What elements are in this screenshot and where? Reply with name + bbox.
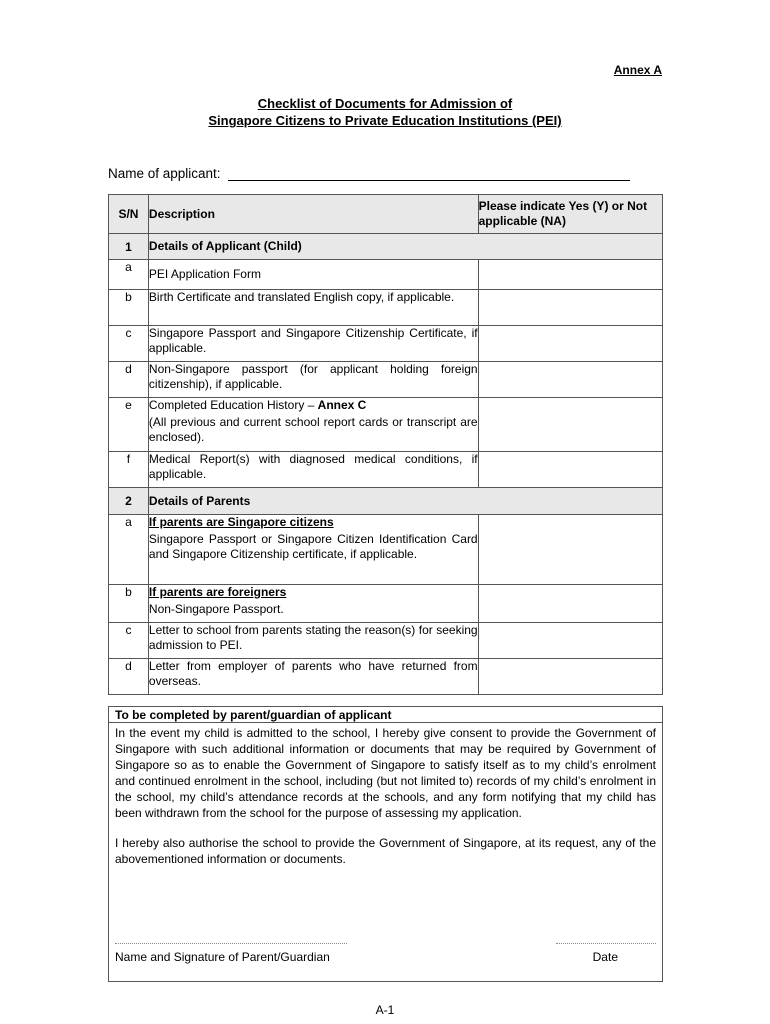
row-description: Singapore Passport and Singapore Citizenship Certificate, if applicable.: [148, 326, 478, 362]
table-row: [109, 326, 663, 362]
date-line[interactable]: [556, 943, 656, 944]
row-sn: a: [109, 515, 149, 585]
row-description: Birth Certificate and translated English copy, if applicable.: [148, 290, 478, 326]
consent-box: [108, 706, 663, 982]
row-text: Non-Singapore Passport.: [148, 602, 284, 616]
table-row: [109, 623, 663, 659]
row-description: PEI Application Form: [148, 260, 478, 290]
row-sn: b: [109, 290, 149, 326]
consent-paragraph-2: I hereby also authorise the school to provide the Government of Singapore, at its request, any of the abovementioned information or documents.: [115, 836, 656, 866]
row-description: Medical Report(s) with diagnosed medical conditions, if applicable.: [148, 452, 478, 488]
answer-cell[interactable]: [478, 452, 662, 488]
row-sn: b: [109, 585, 149, 623]
row-description: Letter from employer of parents who have returned from overseas.: [148, 659, 478, 695]
title-line-1: Checklist of Documents for Admission of: [257, 96, 513, 111]
row-description: [148, 398, 478, 452]
row-sn: e: [109, 398, 149, 452]
row-description-extra: (All previous and current school report cards or transcript are enclosed).: [148, 415, 478, 444]
row-heading: If parents are Singapore citizens: [148, 515, 334, 529]
header-description: Description: [148, 195, 478, 234]
header-answer: Please indicate Yes (Y) or Not applicable (NA): [478, 195, 662, 234]
consent-paragraph-1: In the event my child is admitted to the school, I hereby give consent to provide the Government of Singapore with such additional information or documents that may be required by Government of Singapore so as to enable the Government of Singapore to satisfy itself as to my child’s enrolment and continued enrolment in the school, including (but not limited to) records of my child’s enrolment in the school, my child’s attendance records at the schools, and any form notifying that my child has been withdrawn from the school for the purpose of assessing my application.: [115, 726, 656, 820]
section-title: Details of Parents: [148, 488, 662, 515]
answer-cell[interactable]: [478, 398, 662, 452]
applicant-name-row: [108, 166, 630, 181]
checklist-table: [108, 194, 663, 695]
section-row-2: [109, 488, 663, 515]
row-description-prefix: Completed Education History –: [148, 398, 318, 412]
row-sn: d: [109, 362, 149, 398]
signature-line[interactable]: [115, 943, 347, 944]
table-row: [109, 362, 663, 398]
section-row-1: [109, 234, 663, 260]
row-sn: c: [109, 623, 149, 659]
consent-heading: To be completed by parent/guardian of applicant: [109, 707, 662, 723]
applicant-name-field[interactable]: [228, 166, 630, 181]
row-description: Letter to school from parents stating the reason(s) for seeking admission to PEI.: [148, 623, 478, 659]
answer-cell[interactable]: [478, 326, 662, 362]
table-row: [109, 260, 663, 290]
section-sn: 2: [109, 488, 149, 515]
row-sn: a: [109, 260, 149, 290]
annex-label: Annex A: [613, 63, 662, 77]
row-description: [148, 585, 478, 623]
section-title: Details of Applicant (Child): [148, 234, 662, 260]
table-row: [109, 452, 663, 488]
header-sn: S/N: [109, 195, 149, 234]
row-heading: If parents are foreigners: [148, 585, 287, 599]
answer-cell[interactable]: [478, 290, 662, 326]
row-description: [148, 515, 478, 585]
row-sn: c: [109, 326, 149, 362]
date-label: Date: [592, 950, 618, 964]
section-sn: 1: [109, 234, 149, 260]
title-line-2: Singapore Citizens to Private Education Institutions (PEI): [208, 113, 562, 128]
signature-label: Name and Signature of Parent/Guardian: [115, 950, 330, 964]
row-text: Singapore Passport or Singapore Citizen Identification Card and Singapore Citizenship certificate, if applicable.: [148, 532, 478, 561]
annex-c-reference: Annex C: [317, 398, 367, 412]
table-row: [109, 515, 663, 585]
page-number: A-1: [375, 1003, 395, 1017]
row-description: Non-Singapore passport (for applicant holding foreign citizenship), if applicable.: [148, 362, 478, 398]
table-row: [109, 659, 663, 695]
row-sn: f: [109, 452, 149, 488]
answer-cell[interactable]: [478, 515, 662, 585]
answer-cell[interactable]: [478, 585, 662, 623]
answer-cell[interactable]: [478, 362, 662, 398]
answer-cell[interactable]: [478, 659, 662, 695]
answer-cell[interactable]: [478, 623, 662, 659]
row-sn: d: [109, 659, 149, 695]
table-header-row: [109, 195, 663, 234]
document-title: [0, 95, 770, 129]
table-row: [109, 398, 663, 452]
table-row: [109, 585, 663, 623]
applicant-name-label: Name of applicant:: [108, 166, 221, 181]
table-row: [109, 290, 663, 326]
answer-cell[interactable]: [478, 260, 662, 290]
